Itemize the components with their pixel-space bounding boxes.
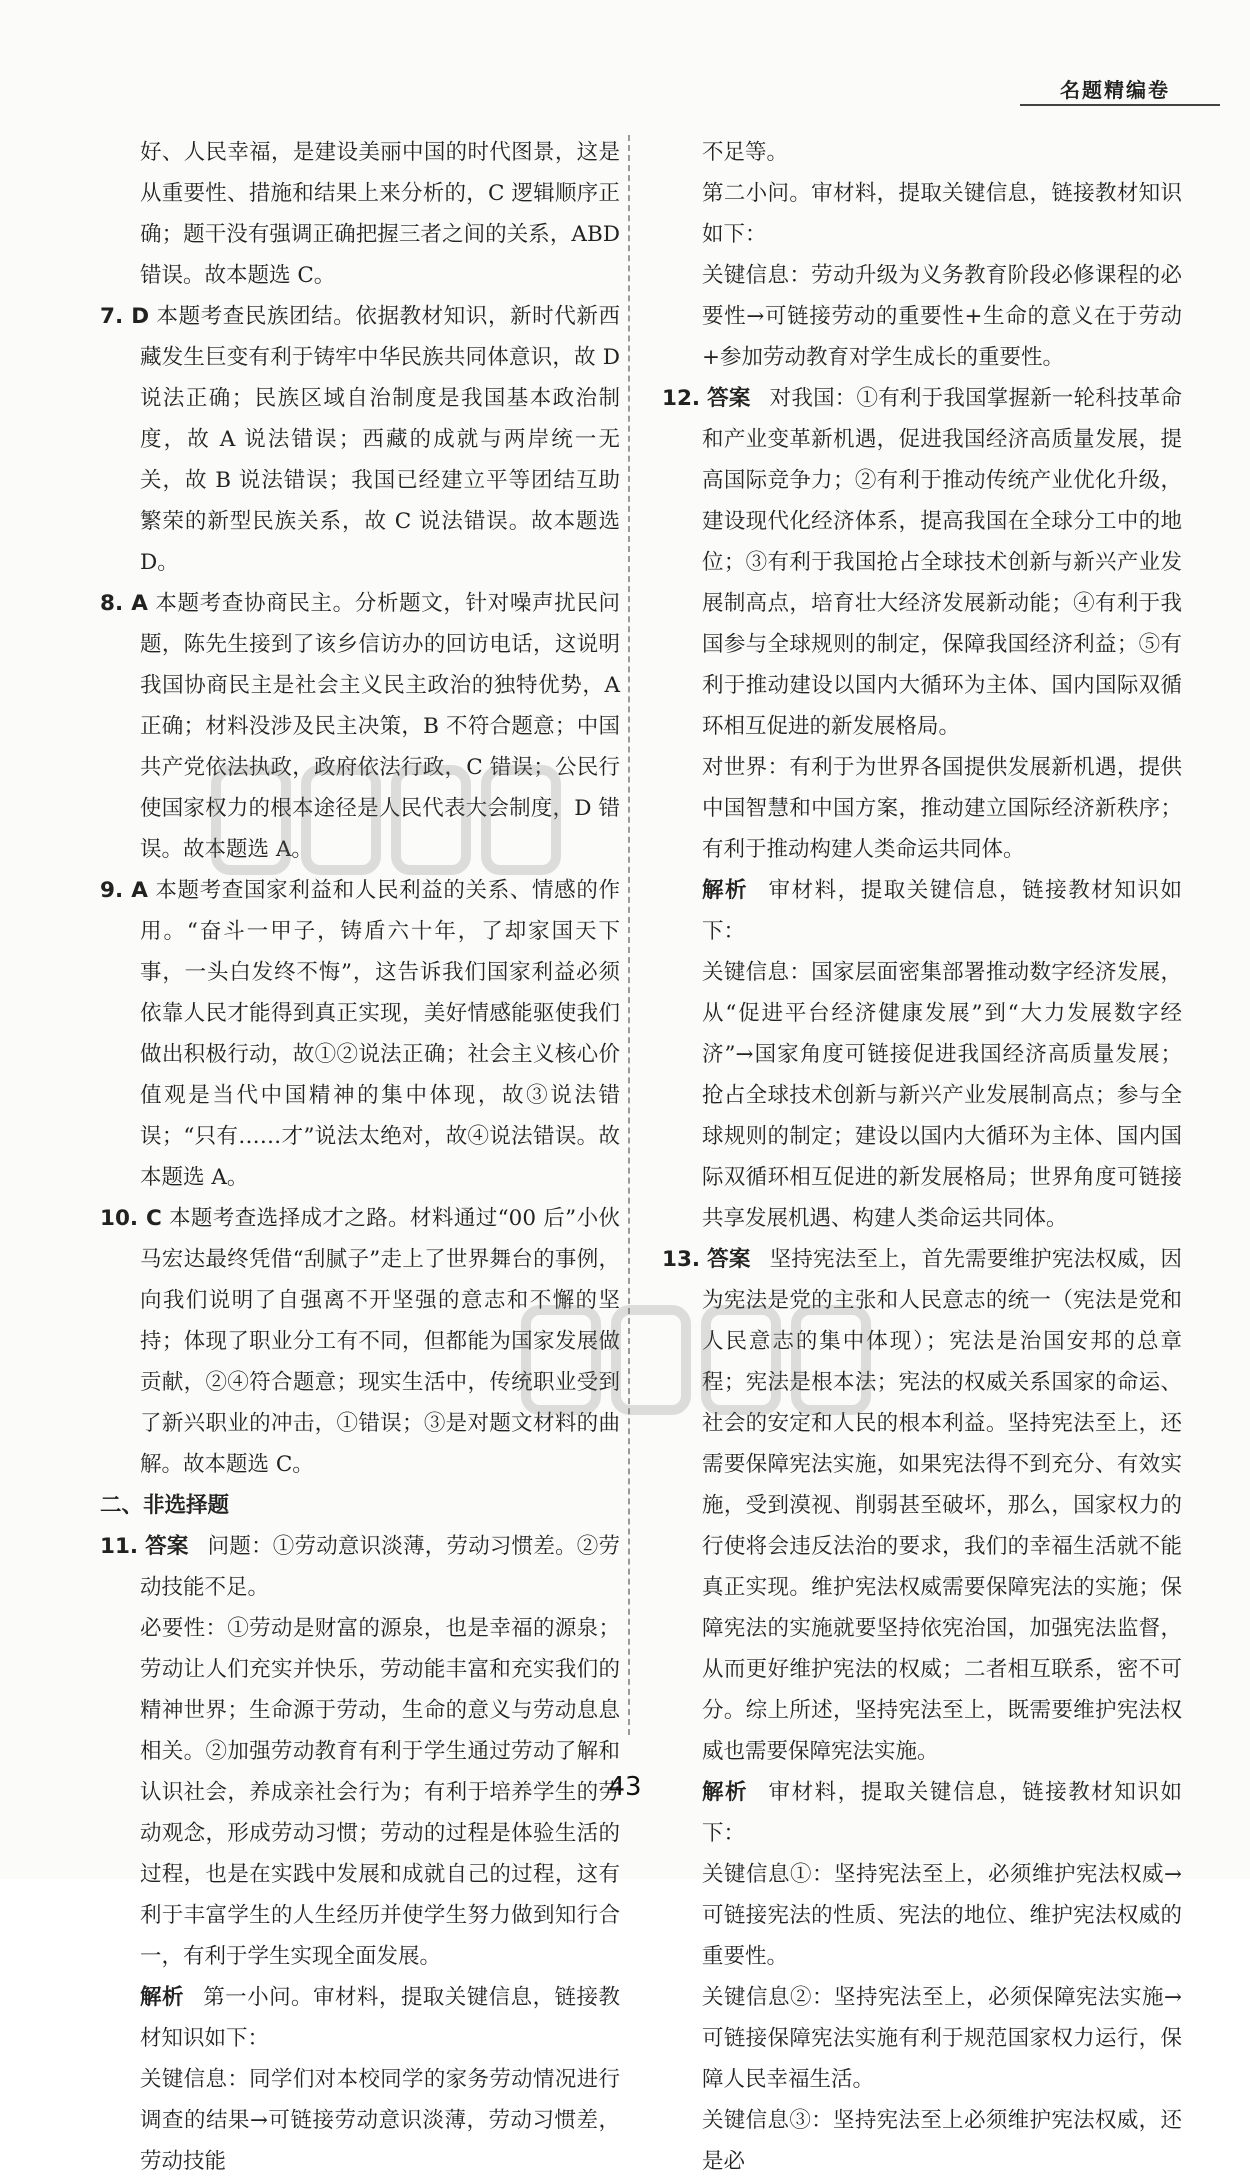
question-13-key-2: 关键信息②：坚持宪法至上，必须保障宪法实施→可链接保障宪法实施有利于规范国家权力运行，保障人民幸福生活。 [702, 1985, 1182, 2092]
question-11-number: 11. [100, 1534, 139, 1559]
question-12-answer [662, 378, 1182, 747]
question-11-second: 第二小问。审材料，提取关键信息，链接教材知识如下： [702, 181, 1182, 247]
question-9 [100, 870, 620, 1198]
question-8-text: 本题考查协商民主。分析题文，针对噪声扰民问题，陈先生接到了该乡信访办的回访电话，这说明我国协商民主是社会主义民主政治的独特优势，A 正确；材料没涉及民主决策，B 不符合题意；中国共产党依法执政，政府依法行政，C 错误；公民行使国家权力的根本途径是人民代表大会制度，D 错误。故本题选 A。 [140, 591, 620, 862]
question-13-key-3: 关键信息③：坚持宪法至上必须维护宪法权威，还是必 [702, 2108, 1182, 2174]
question-7-number: 7. D [100, 304, 150, 329]
question-10-text: 本题考查选择成才之路。材料通过“00 后”小伙马宏达最终凭借“刮腻子”走上了世界舞台的事例，向我们说明了自强离不开坚强的意志和不懈的坚持；体现了职业分工有不同，但都能为国家发展做贡献，②④符合题意；现实生活中，传统职业受到了新兴职业的冲击，①错误；③是对题文材料的曲解。故本题选 C。 [140, 1206, 620, 1477]
question-11-answer [100, 1526, 620, 1608]
question-11-problem: 问题：①劳动意识淡薄，劳动习惯差。②劳动技能不足。 [140, 1534, 620, 1600]
question-7 [100, 296, 620, 583]
section-title: 二、非选择题 [100, 1493, 230, 1518]
right-column [662, 132, 1182, 2182]
continued-text: 不足等。 [702, 140, 789, 165]
answer-label: 答案 [707, 386, 751, 411]
question-7-text: 本题考查民族团结。依据教材知识，新时代新西藏发生巨变有利于铸牢中华民族共同体意识，故 D 说法正确；民族区域自治制度是我国基本政治制度，故 A 说法错误；西藏的成就与两岸统一无关，故 B 说法错误；我国已经建立平等团结互助繁荣的新型民族关系，故 C 说法错误。故本题选 D。 [140, 304, 620, 575]
question-9-number: 9. A [100, 878, 148, 903]
question-13-answer-text: 坚持宪法至上，首先需要维护宪法权威，因为宪法是党的主张和人民意志的统一（宪法是党和人民意志的集中体现）；宪法是治国安邦的总章程；宪法是根本法；宪法的权威关系国家的命运、社会的安定和人民的根本利益。坚持宪法至上，还需要保障宪法实施，如果宪法得不到充分、有效实施，受到漠视、削弱甚至破坏，那么，国家权力的行使将会违反法治的要求，我们的幸福生活就不能真正实现。维护宪法权威需要保障宪法的实施；保障宪法的实施就要坚持依宪治国，加强宪法监督，从而更好维护宪法的权威；二者相互联系，密不可分。综上所述，坚持宪法至上，既需要维护宪法权威也需要保障宪法实施。 [702, 1247, 1182, 1764]
question-13-number: 13. [662, 1247, 701, 1272]
question-8-number: 8. A [100, 591, 148, 616]
question-12-key-info: 关键信息：国家层面密集部署推动数字经济发展，从“促进平台经济健康发展”到“大力发展数字经济”→国家角度可链接促进我国经济高质量发展；抢占全球技术创新与新兴产业发展制高点；参与全球规则的制定；建设以国内大循环为主体、国内国际双循环相互促进的新发展格局；世界角度可链接共享发展机遇、构建人类命运共同体。 [702, 960, 1182, 1231]
question-12-analysis [662, 870, 1182, 952]
answer-label: 答案 [707, 1247, 751, 1272]
analysis-label: 解析 [702, 1780, 749, 1805]
question-10 [100, 1198, 620, 1485]
question-11-necessity: 必要性：①劳动是财富的源泉，也是幸福的源泉；劳动让人们充实并快乐，劳动能丰富和充实我们的精神世界；生命源于劳动，生命的意义与劳动息息相关。②加强劳动教育有利于学生通过劳动了解和认识社会，养成亲社会行为；有利于培养学生的劳动观念，形成劳动习惯；劳动的过程是体验生活的过程，也是在实践中发展和成就自己的过程，这有利于丰富学生的人生经历并使学生努力做到知行合一，有利于学生实现全面发展。 [140, 1616, 620, 1969]
question-12-world: 对世界：有利于为世界各国提供发展新机遇，提供中国智慧和中国方案，推动建立国际经济新秩序；有利于推动构建人类命运共同体。 [702, 755, 1182, 862]
question-12-number: 12. [662, 386, 701, 411]
intro-text: 好、人民幸福，是建设美丽中国的时代图景，这是从重要性、措施和结果上来分析的，C 逻辑顺序正确；题干没有强调正确把握三者之间的关系，ABD 错误。故本题选 C。 [140, 140, 620, 288]
question-13-answer [662, 1239, 1182, 1772]
page-number: 43 [608, 1772, 642, 1802]
question-11-analysis-text: 第一小问。审材料，提取关键信息，链接教材知识如下： [140, 1985, 620, 2051]
column-divider [628, 135, 630, 1735]
question-11-second-key: 关键信息：劳动升级为义务教育阶段必修课程的必要性→可链接劳动的重要性+生命的意义在于劳动+参加劳动教育对学生成长的重要性。 [702, 263, 1182, 370]
question-10-number: 10. C [100, 1206, 162, 1231]
question-11-key-info: 关键信息：同学们对本校同学的家务劳动情况进行调查的结果→可链接劳动意识淡薄，劳动习惯差，劳动技能 [140, 2067, 620, 2174]
header-title: 名题精编卷 [1060, 78, 1170, 102]
analysis-label: 解析 [140, 1985, 184, 2010]
question-13-analysis-text: 审材料，提取关键信息，链接教材知识如下： [702, 1780, 1182, 1846]
left-column [100, 132, 620, 2182]
question-9-text: 本题考查国家利益和人民利益的关系、情感的作用。“奋斗一甲子，铸盾六十年，了却家国天下事，一头白发终不悔”，这告诉我们国家利益必须依靠人民才能得到真正实现，美好情感能驱使我们做出积极行动，故①②说法正确；社会主义核心价值观是当代中国精神的集中体现，故③说法错误；“只有……才”说法太绝对，故④说法错误。故本题选 A。 [140, 878, 620, 1190]
answer-label: 答案 [145, 1534, 189, 1559]
question-13-key-1: 关键信息①：坚持宪法至上，必须维护宪法权威→可链接宪法的性质、宪法的地位、维护宪法权威的重要性。 [702, 1862, 1182, 1969]
header-rule [1020, 104, 1220, 106]
question-12-analysis-text: 审材料，提取关键信息，链接教材知识如下： [702, 878, 1182, 944]
question-11-analysis [100, 1977, 620, 2059]
analysis-label: 解析 [702, 878, 749, 903]
question-8 [100, 583, 620, 870]
question-12-answer-text: 对我国：①有利于我国掌握新一轮科技革命和产业变革新机遇，促进我国经济高质量发展，提高国际竞争力；②有利于推动传统产业优化升级，建设现代化经济体系，提高我国在全球分工中的地位；③有利于我国抢占全球技术创新与新兴产业发展制高点，培育壮大经济发展新动能；④有利于我国参与全球规则的制定，保障我国经济利益；⑤有利于推动建设以国内大循环为主体、国内国际双循环相互促进的新发展格局。 [702, 386, 1182, 739]
